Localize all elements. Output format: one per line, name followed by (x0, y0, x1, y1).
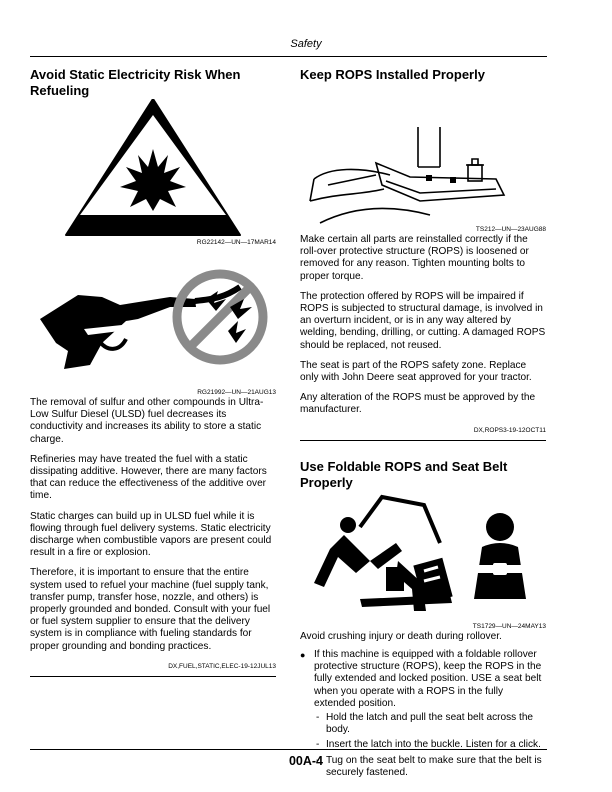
section-title-rops: Keep ROPS Installed Properly (300, 67, 485, 82)
body-paragraph: Make certain all parts are reinstalled correctly if the roll-over protective structure (ROPS) is loosened or removed for any reason. Tighten mounting bolts to proper torque. (300, 234, 529, 282)
fuel-nozzle-figure (30, 247, 276, 389)
section-title-static: Avoid Static Electricity Risk When Refueling (30, 67, 241, 98)
sub-step: - Tug on the seat belt to make sure that the belt is securely fastened. (326, 755, 546, 779)
body-paragraph: The seat is part of the ROPS safety zone. Replace only with John Deere seat approved for your tractor. (300, 359, 532, 384)
section-title-seat-belt: Use Foldable ROPS and Seat Belt Properly (300, 458, 508, 490)
figure-caption: TS212—UN—23AUG88 (475, 226, 546, 233)
page-number: 00A-4 (288, 754, 324, 768)
seat-belt-figure (300, 491, 546, 623)
document-code: DX,ROPS3-19-12OCT11 (473, 426, 546, 434)
footer-rule (30, 749, 547, 750)
warning-triangle-figure (30, 99, 276, 239)
rops-mount-illustration (300, 83, 546, 226)
header-rule (30, 56, 547, 57)
figure-caption: TS1729—UN—24MAY13 (472, 622, 546, 630)
body-paragraph: Static charges can build up in ULSD fuel while it is flowing through fuel delivery systems. Static electricity discharge when combustible vapors are present could result in a fire or explosion. (30, 510, 272, 559)
body-paragraph: Avoid crushing injury or death during rollover. (300, 630, 502, 642)
body-paragraph: Refineries may have treated the fuel with a static dissipating additive. However, there are many factors that can reduce the effectiveness of the additive over time. (30, 453, 267, 502)
sub-step: - Insert the latch into the buckle. Listen for a click. (326, 739, 546, 751)
body-paragraph: Therefore, it is important to ensure that the entire system used to refuel your machine (fuel supply tank, transfer pump, transfer hose, nozzle, and others) is properly grounded and bonded. Consult with your fuel or fuel system supplier to ensure that the delivery system is in compliance with fueling standards for proper grounding and bonding practices. (30, 567, 271, 652)
fuel-nozzle-icon (30, 247, 276, 389)
right-column (300, 67, 546, 783)
rops-figure (300, 83, 546, 226)
figure-caption: RG22142—UN—17MAR14 (196, 239, 276, 246)
sub-step: - Hold the latch and pull the seat belt across the body. (326, 712, 546, 736)
sub-step-list (314, 712, 546, 779)
body-paragraph: Any alteration of the ROPS must be approved by the manufacturer. (300, 392, 536, 416)
section-end-rule (300, 440, 546, 441)
figure-caption: RG21992—UN—21AUG13 (197, 389, 276, 396)
running-header: Safety (290, 38, 322, 50)
body-paragraph: The protection offered by ROPS will be impaired if ROPS is subjected to structural damage, is involved in an overturn incident, or is in any way altered by welding, bending, drilling, or cutting. A damaged ROPS should be replaced, not reused. (300, 290, 546, 351)
rollover-seatbelt-icon (300, 491, 546, 623)
section-end-rule (30, 676, 276, 677)
left-column (30, 67, 276, 677)
body-paragraph: The removal of sulfur and other compounds in Ultra-Low Sulfur Diesel (ULSD) fuel decreases its conductivity and increases its ability to store a static charge. (30, 397, 264, 445)
document-code: DX,FUEL,STATIC,ELEC-19-12JUL13 (168, 662, 276, 670)
list-item-text: If this machine is equipped with a foldable rollover protective structure (ROPS), keep the ROPS in the fully extended and locked position. USE a seat belt when you operate with a ROPS in the fully extended position. (314, 649, 542, 709)
explosion-warning-icon (30, 99, 276, 239)
